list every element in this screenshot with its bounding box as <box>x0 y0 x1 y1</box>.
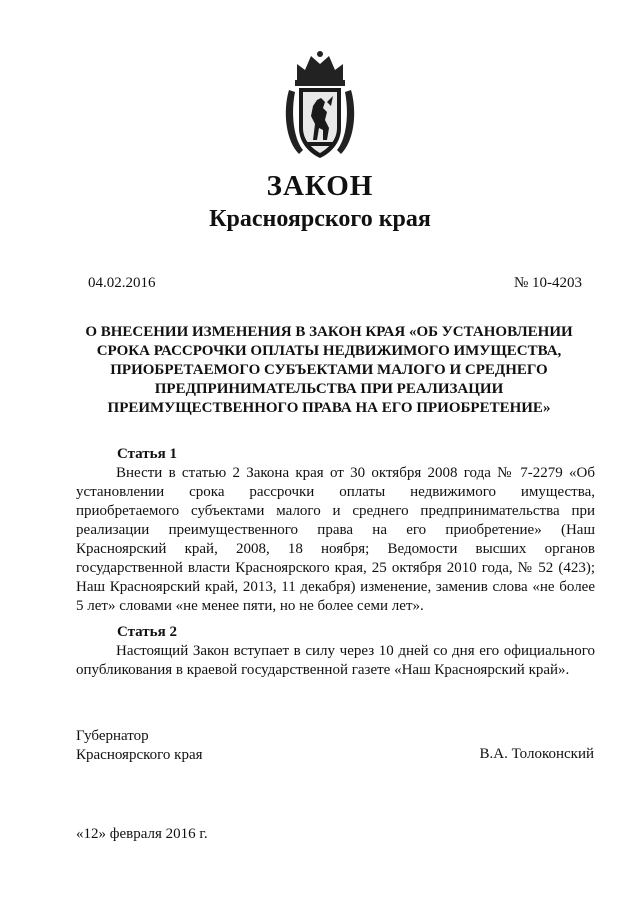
document-subtitle: Красноярского края <box>209 206 431 232</box>
signatory-position-line2: Красноярского края <box>76 747 203 763</box>
signatory-name: В.А. Толоконский <box>479 746 594 762</box>
document-title: ЗАКОН <box>266 170 374 202</box>
article-2-title: Статья 2 <box>117 624 177 640</box>
law-heading: О ВНЕСЕНИИ ИЗМЕНЕНИЯ В ЗАКОН КРАЯ «ОБ УСТАНОВЛЕНИИ СРОКА РАССРОЧКИ ОПЛАТЫ НЕДВИЖИМОГО ИМУЩЕСТВА, ПРИОБРЕТАЕМОГО СУБЪЕКТАМИ МАЛОГО И СРЕДНЕГО ПРЕДПРИНИМАТЕЛЬСТВА ПРИ РЕАЛИЗАЦИИ ПРЕИМУЩЕСТВЕННОГО ПРАВА НА ЕГО ПРИОБРЕТЕНИЕ» <box>85 324 573 416</box>
document-number: № 10-4203 <box>513 275 582 291</box>
signing-date: «12» февраля 2016 г. <box>76 826 208 842</box>
krasnoyarsk-coat-of-arms-icon <box>283 50 357 162</box>
article-2-text: Настоящий Закон вступает в силу через 10 дней со дня его официального опубликования в краевой государственной газете «Наш Красноярский край». <box>76 643 595 678</box>
signatory-position-line1: Губернатор <box>76 728 149 744</box>
document-date: 04.02.2016 <box>88 275 156 291</box>
article-1-title: Статья 1 <box>117 446 177 462</box>
signatory-position <box>76 727 203 765</box>
article-1-text: Внести в статью 2 Закона края от 30 октября 2008 года № 7-2279 «Об установлении срока рассрочки оплаты недвижимого имущества, приобретаемого субъектами малого и среднего предпринимательства при реализации преимущественного права на его приобретение» (Наш Красноярский край, 2008, 18 ноября; Ведомости высших органов государственной власти Красноярского края, 25 октября 2010 года, № 52 (423); Наш Красноярский край, 2013, 11 декабря) изменение, заменив слова «не более 5 лет» словами «не менее пяти, но не более семи лет». <box>76 465 595 614</box>
